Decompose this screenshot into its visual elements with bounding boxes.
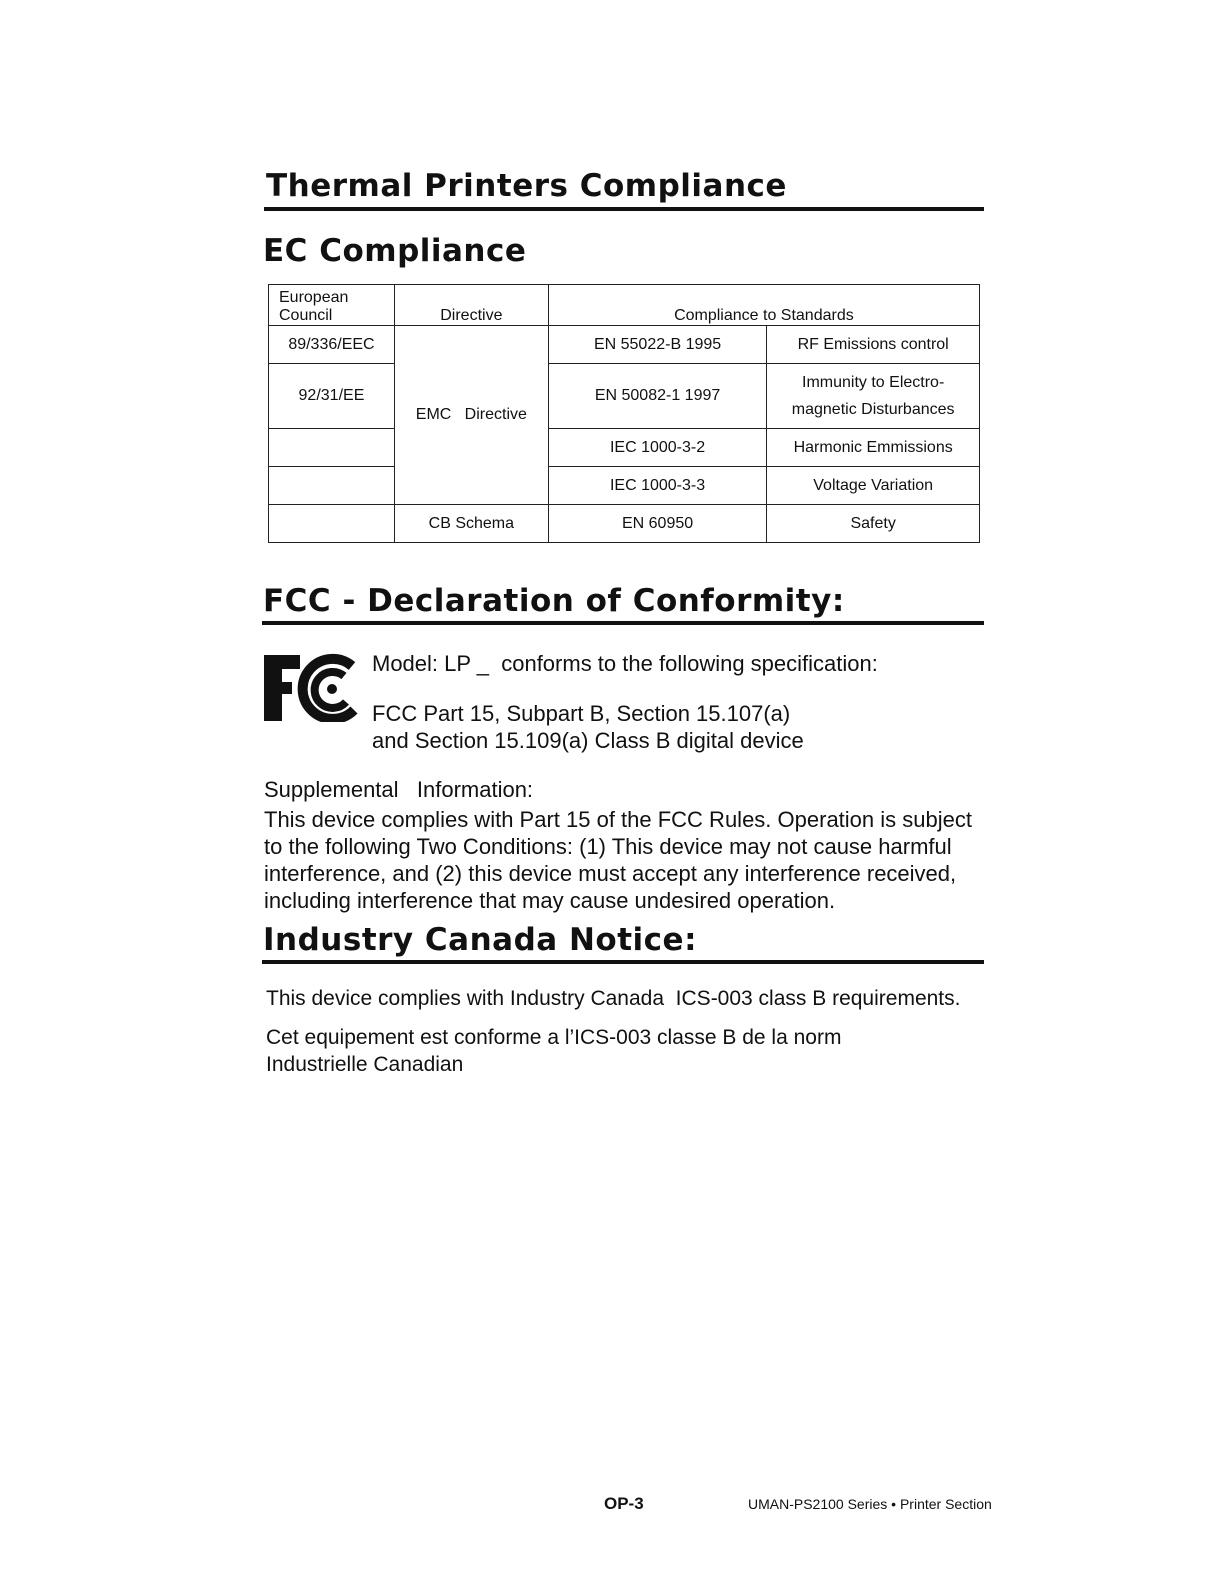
table-row <box>269 429 980 467</box>
council-cell <box>269 467 395 505</box>
header-european-council: European Council <box>269 285 395 326</box>
description-cell: Safety <box>767 505 980 543</box>
description-cell: Voltage Variation <box>767 467 980 505</box>
footer-doc-title: UMAN-PS2100 Series • Printer Section <box>748 1496 992 1512</box>
standard-cell: IEC 1000-3-3 <box>548 467 767 505</box>
standard-cell: EN 60950 <box>548 505 767 543</box>
table-row <box>269 505 980 543</box>
description-cell: RF Emissions control <box>767 326 980 364</box>
council-cell <box>269 429 395 467</box>
fcc-model-line: Model: LP _ conforms to the following specification: <box>372 651 878 676</box>
standard-cell: IEC 1000-3-2 <box>548 429 767 467</box>
supplemental-text: This device complies with Part 15 of the FCC Rules. Operation is subject to the following Two Conditions: (1) This device may not cause harmful interference, and (2) this device must accept any interference received, including interference that may cause undesired operation. <box>264 807 972 913</box>
title-rule <box>264 207 984 211</box>
fcc-spec-line1: FCC Part 15, Subpart B, Section 15.107(a) <box>372 701 791 726</box>
table-row <box>269 364 980 429</box>
canada-heading: Industry Canada Notice: <box>263 922 697 958</box>
emc-directive-cell: EMC Directive <box>394 326 548 505</box>
header-compliance-standards: Compliance to Standards <box>548 285 979 326</box>
table-row <box>269 467 980 505</box>
standard-cell: EN 50082-1 1997 <box>548 364 767 429</box>
canada-english: This device complies with Industry Canada ICS-003 class B requirements. <box>266 987 961 1010</box>
supplemental-label: Supplemental Information: <box>264 777 534 802</box>
table-row <box>269 326 980 364</box>
council-cell: 92/31/EE <box>269 364 395 429</box>
description-cell: Harmonic Emmissions <box>767 429 980 467</box>
description-cell: Immunity to Electro- magnetic Disturbances <box>767 364 980 429</box>
directive-cell: CB Schema <box>394 505 548 543</box>
ec-compliance-table <box>268 284 980 543</box>
table-header-row <box>269 285 980 326</box>
canada-rule <box>262 960 984 964</box>
page-title: Thermal Printers Compliance <box>266 168 787 204</box>
standard-cell: EN 55022-B 1995 <box>548 326 767 364</box>
ec-heading: EC Compliance <box>263 233 527 269</box>
fcc-logo-icon <box>262 652 366 722</box>
fcc-spec-line2: and Section 15.109(a) Class B digital device <box>372 728 804 753</box>
canada-french-line2: Industrielle Canadian <box>266 1053 464 1076</box>
page-number: OP-3 <box>604 1494 644 1513</box>
header-directive: Directive <box>394 285 548 326</box>
fcc-heading: FCC - Declaration of Conformity: <box>263 583 845 619</box>
council-cell <box>269 505 395 543</box>
fcc-rule <box>262 621 984 625</box>
canada-french-line1: Cet equipement est conforme a l’ICS-003 classe B de la norm <box>266 1026 842 1049</box>
council-cell: 89/336/EEC <box>269 326 395 364</box>
